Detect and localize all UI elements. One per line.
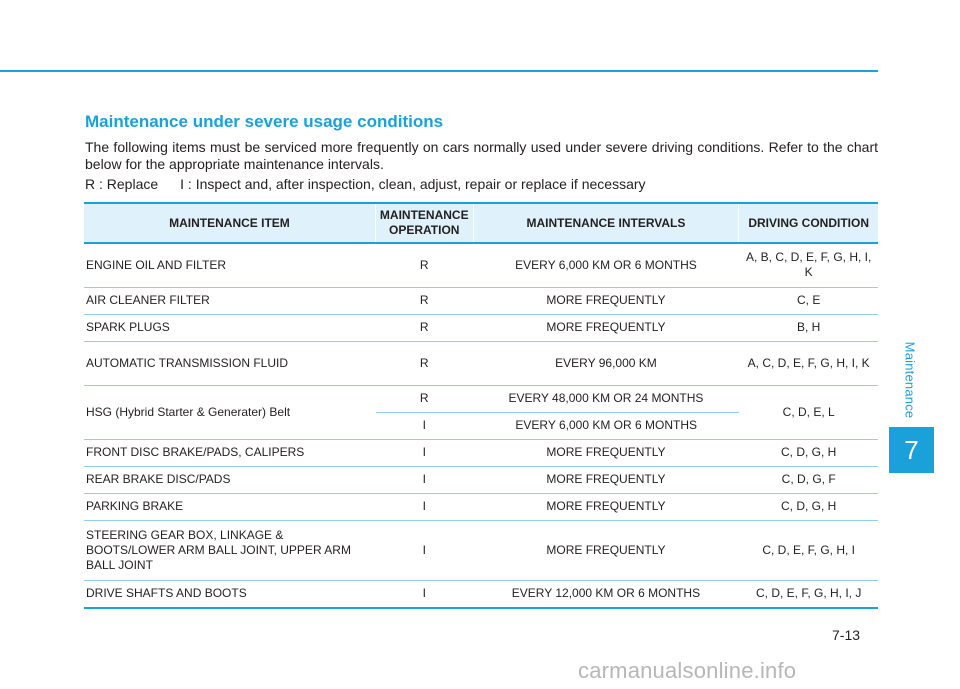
table-row	[84, 341, 878, 385]
cell-operation: I	[375, 580, 473, 608]
cell-interval: EVERY 6,000 KM OR 6 MONTHS	[473, 412, 739, 439]
legend-replace: R : Replace	[85, 176, 159, 192]
legend-inspect: I : Inspect and, after inspection, clean, adjust, repair or replace if necessary	[180, 176, 646, 192]
cell-operation: I	[375, 520, 473, 580]
header-driving-condition: DRIVING CONDITION	[739, 203, 878, 243]
header-maintenance-item: MAINTENANCE ITEM	[84, 203, 375, 243]
chapter-side-label-text: Maintenance	[902, 341, 918, 419]
table-row	[84, 493, 878, 520]
table-row	[84, 287, 878, 314]
cell-operation: R	[375, 341, 473, 385]
table-row	[84, 466, 878, 493]
cell-item: HSG (Hybrid Starter & Generater) Belt	[84, 385, 375, 439]
cell-operation: I	[375, 466, 473, 493]
table-row	[84, 385, 878, 412]
cell-item: ENGINE OIL AND FILTER	[84, 243, 375, 287]
cell-condition: C, D, E, F, G, H, I	[739, 520, 878, 580]
cell-interval: EVERY 12,000 KM OR 6 MONTHS	[473, 580, 739, 608]
cell-interval: MORE FREQUENTLY	[473, 493, 739, 520]
cell-operation: R	[375, 287, 473, 314]
cell-item: REAR BRAKE DISC/PADS	[84, 466, 375, 493]
header-maintenance-operation: MAINTENANCE OPERATION	[375, 203, 473, 243]
cell-item: AIR CLEANER FILTER	[84, 287, 375, 314]
chapter-tab: 7	[889, 427, 934, 473]
top-rule	[0, 70, 878, 72]
cell-operation: R	[375, 385, 473, 412]
cell-item: STEERING GEAR BOX, LINKAGE & BOOTS/LOWER ARM BALL JOINT, UPPER ARM BALL JOINT	[84, 520, 375, 580]
cell-interval: EVERY 48,000 KM OR 24 MONTHS	[473, 385, 739, 412]
chapter-side-label	[903, 335, 917, 425]
table-header-row	[84, 203, 878, 243]
cell-interval: MORE FREQUENTLY	[473, 314, 739, 341]
cell-interval: MORE FREQUENTLY	[473, 287, 739, 314]
cell-condition: C, D, E, F, G, H, I, J	[739, 580, 878, 608]
cell-item: DRIVE SHAFTS AND BOOTS	[84, 580, 375, 608]
table-row	[84, 580, 878, 608]
cell-condition: B, H	[739, 314, 878, 341]
cell-condition: C, E	[739, 287, 878, 314]
maintenance-table	[84, 202, 878, 609]
cell-operation: I	[375, 439, 473, 466]
cell-item: FRONT DISC BRAKE/PADS, CALIPERS	[84, 439, 375, 466]
cell-condition: C, D, G, F	[739, 466, 878, 493]
cell-interval: MORE FREQUENTLY	[473, 520, 739, 580]
cell-condition: C, D, G, H	[739, 439, 878, 466]
cell-item: AUTOMATIC TRANSMISSION FLUID	[84, 341, 375, 385]
section-title: Maintenance under severe usage conditions	[85, 112, 444, 131]
table-row	[84, 243, 878, 287]
cell-condition: A, B, C, D, E, F, G, H, I, K	[739, 243, 878, 287]
cell-condition: A, C, D, E, F, G, H, I, K	[739, 341, 878, 385]
operation-legend	[85, 176, 646, 192]
cell-operation: I	[375, 493, 473, 520]
cell-item: PARKING BRAKE	[84, 493, 375, 520]
table-row	[84, 439, 878, 466]
header-maintenance-intervals: MAINTENANCE INTERVALS	[473, 203, 739, 243]
cell-operation: R	[375, 314, 473, 341]
cell-interval: MORE FREQUENTLY	[473, 439, 739, 466]
cell-interval: EVERY 96,000 KM	[473, 341, 739, 385]
cell-condition: C, D, G, H	[739, 493, 878, 520]
table-row	[84, 314, 878, 341]
cell-interval: MORE FREQUENTLY	[473, 466, 739, 493]
page-number: 7-13	[832, 627, 861, 643]
watermark: carmanualsonline.info	[578, 658, 797, 683]
cell-operation: R	[375, 243, 473, 287]
cell-condition: C, D, E, L	[739, 385, 878, 439]
cell-operation: I	[375, 412, 473, 439]
intro-paragraph: The following items must be serviced more frequently on cars normally used under severe driving conditions. Refer to the chart below for the appropriate maintenance intervals.	[85, 139, 878, 172]
table-row	[84, 520, 878, 580]
cell-item: SPARK PLUGS	[84, 314, 375, 341]
cell-interval: EVERY 6,000 KM OR 6 MONTHS	[473, 243, 739, 287]
